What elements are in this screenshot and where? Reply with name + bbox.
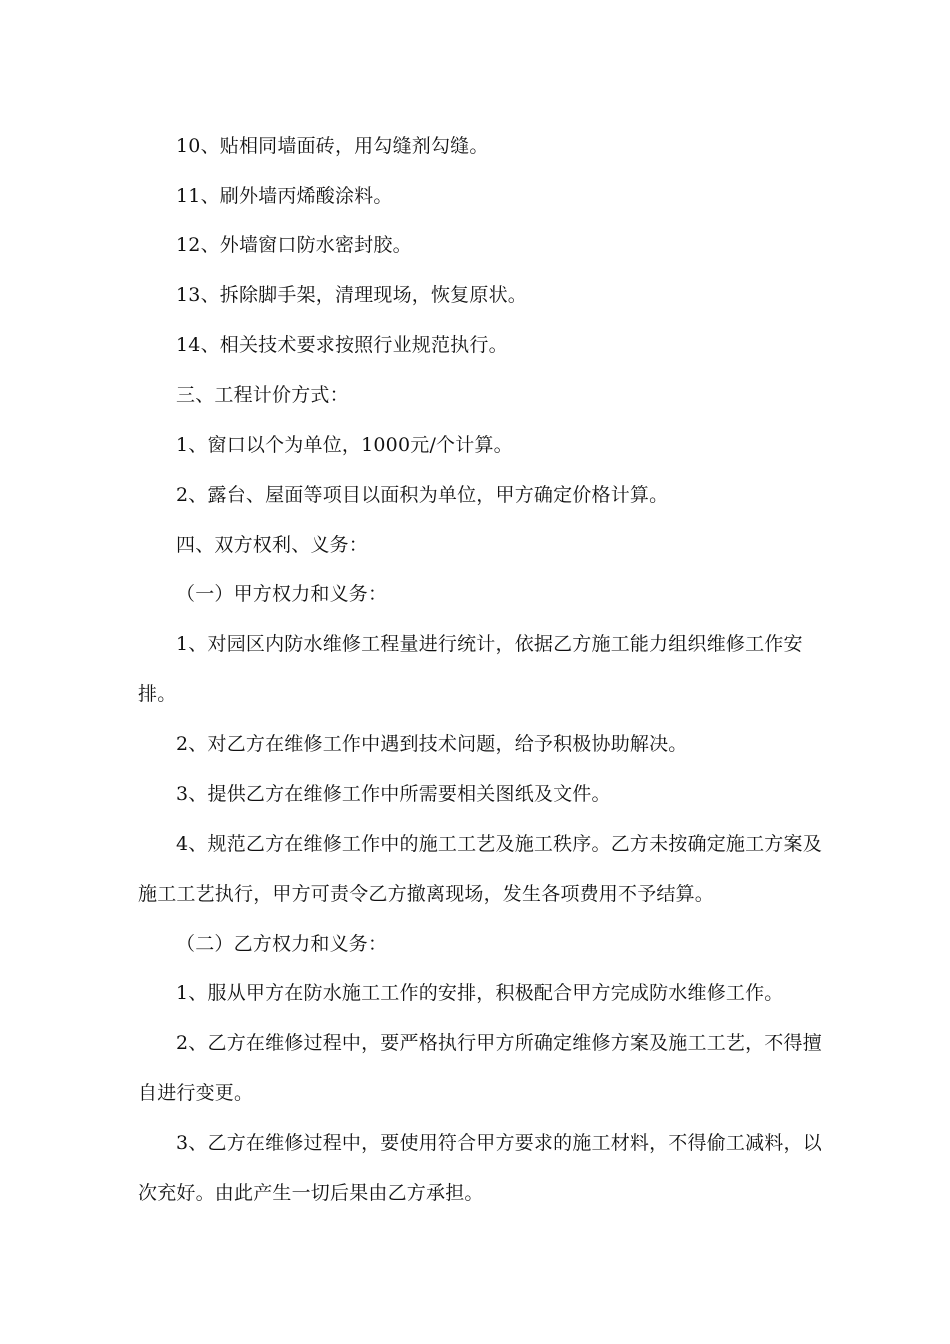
paragraph-line: 1、对园区内防水维修工程量进行统计，依据乙方施工能力组织维修工作安 xyxy=(176,633,803,655)
paragraph-line: 13、拆除脚手架，清理现场，恢复原状。 xyxy=(176,284,527,306)
paragraph-line: 次充好。由此产生一切后果由乙方承担。 xyxy=(138,1182,484,1204)
paragraph-line: 3、提供乙方在维修工作中所需要相关图纸及文件。 xyxy=(176,783,611,805)
paragraph-line: 自进行变更。 xyxy=(138,1082,254,1104)
paragraph-line: 11、刷外墙丙烯酸涂料。 xyxy=(176,185,393,207)
paragraph-line: 2、对乙方在维修工作中遇到技术问题，给予积极协助解决。 xyxy=(176,733,688,755)
paragraph-line: 3、乙方在维修过程中，要使用符合甲方要求的施工材料，不得偷工减料，以 xyxy=(176,1132,822,1154)
section-heading: 四、双方权利、义务： xyxy=(176,534,369,556)
paragraph-line: 4、规范乙方在维修工作中的施工工艺及施工秩序。乙方未按确定施工方案及 xyxy=(176,833,822,855)
subsection-heading: （一）甲方权力和义务： xyxy=(176,583,388,605)
section-heading: 三、工程计价方式： xyxy=(176,384,349,406)
paragraph-line: 排。 xyxy=(138,683,177,705)
paragraph-line: 12、外墙窗口防水密封胶。 xyxy=(176,234,412,256)
paragraph-line: 施工工艺执行，甲方可责令乙方撤离现场，发生各项费用不予结算。 xyxy=(138,883,715,905)
paragraph-line: 14、相关技术要求按照行业规范执行。 xyxy=(176,334,508,356)
subsection-heading: （二）乙方权力和义务： xyxy=(176,933,388,955)
paragraph-line: 2、露台、屋面等项目以面积为单位，甲方确定价格计算。 xyxy=(176,484,669,506)
paragraph-line: 2、乙方在维修过程中，要严格执行甲方所确定维修方案及施工工艺，不得擅 xyxy=(176,1032,822,1054)
paragraph-line: 1、服从甲方在防水施工工作的安排，积极配合甲方完成防水维修工作。 xyxy=(176,982,784,1004)
paragraph-line: 1、窗口以个为单位，1000元/个计算。 xyxy=(176,434,513,456)
paragraph-line: 10、贴相同墙面砖，用勾缝剂勾缝。 xyxy=(176,135,489,157)
